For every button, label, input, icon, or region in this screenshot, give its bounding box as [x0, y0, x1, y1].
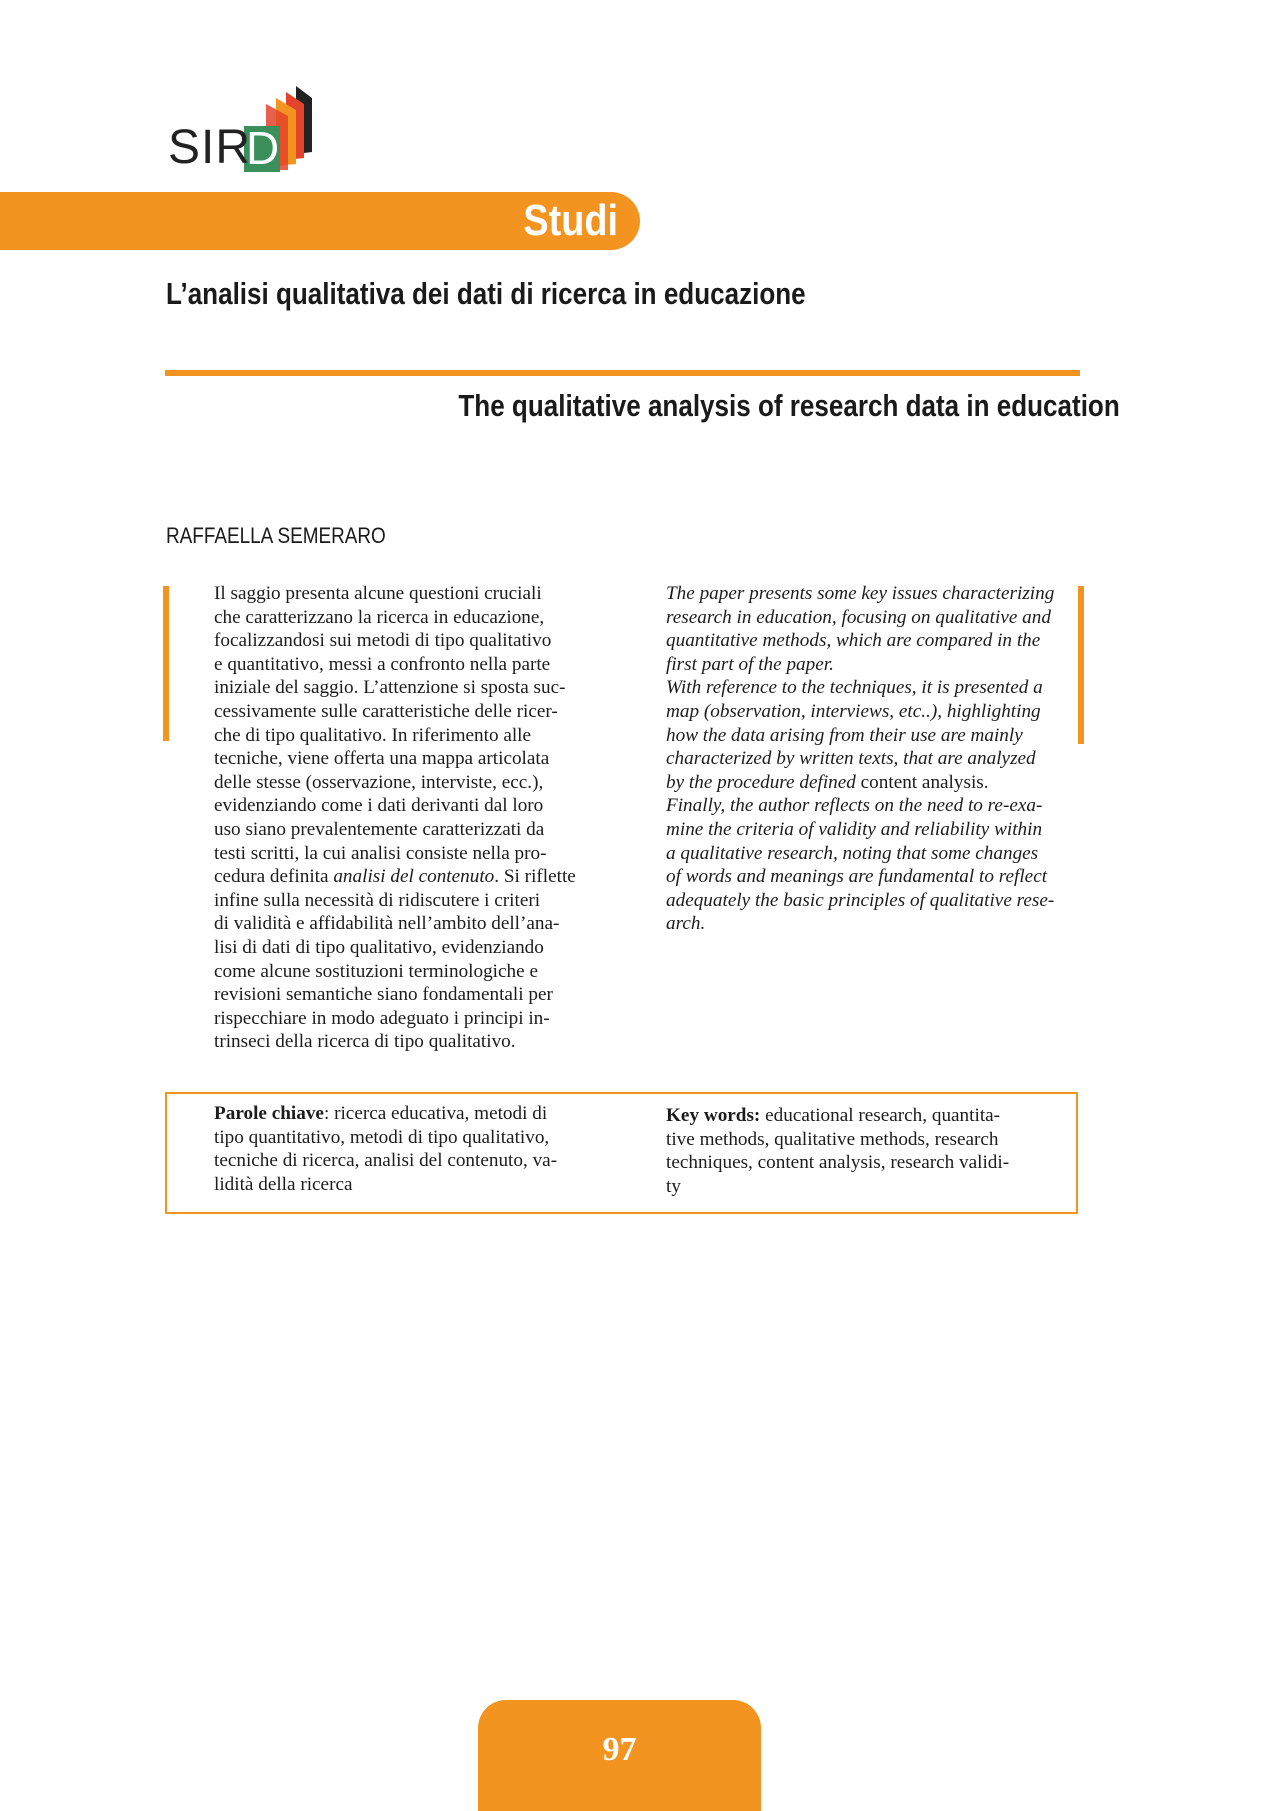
abstract-line: first part of the paper.	[666, 653, 834, 675]
abstract-emphasis: analisi del contenuto	[333, 866, 495, 888]
abstract-line: e quantitativo, messi a confronto nella parte	[214, 653, 551, 675]
keywords-italian	[214, 1102, 584, 1196]
svg-text:D: D	[246, 122, 280, 174]
keywords-label: Parole chiave	[214, 1103, 324, 1124]
abstract-text: . Si riflette	[494, 866, 576, 888]
abstract-line: delle stesse (osservazione, interviste, ecc.),	[214, 771, 544, 793]
abstract-line: With reference to the techniques, it is presented a	[666, 677, 1043, 699]
keywords-line	[214, 1102, 584, 1126]
abstract-line: di validità e affidabilità nell’ambito dell’ana-	[214, 913, 560, 935]
keywords-line: tipo quantitativo, metodi di tipo qualitativo,	[214, 1126, 550, 1148]
abstract-line: arch.	[666, 913, 706, 935]
abstract-line: lisi di dati di tipo qualitativo, evidenziando	[214, 936, 544, 958]
keywords-text: : ricerca educativa, metodi di	[323, 1103, 548, 1124]
abstract-line	[666, 771, 1032, 795]
sird-logo	[168, 82, 328, 174]
abstract-line: Finally, the author reflects on the need to re-exa-	[666, 795, 1043, 817]
abstract-text: by the procedure defined	[666, 771, 861, 793]
abstract-line: focalizzandosi sui metodi di tipo qualitativo	[214, 630, 552, 652]
page-number-tab	[478, 1700, 761, 1811]
abstract-line: che di tipo qualitativo. In riferimento alle	[214, 724, 532, 746]
keywords-line: lidità della ricerca	[214, 1173, 353, 1195]
keywords-line: ty	[666, 1175, 681, 1197]
abstract-upright-text: content analysis.	[860, 771, 989, 793]
abstract-line: cessivamente sulle caratteristiche delle ricer-	[214, 700, 558, 722]
section-label: Studi	[523, 196, 618, 245]
keywords-text: educational research, quantita-	[760, 1105, 1001, 1126]
abstract-line: quantitative methods, which are compared in the	[666, 630, 1041, 652]
title-divider	[165, 370, 1080, 376]
abstract-line: che caratterizzano la ricerca in educazione,	[214, 606, 545, 628]
keywords-line: techniques, content analysis, research validi-	[666, 1152, 1010, 1174]
abstract-line: infine sulla necessità di ridiscutere i criteri	[214, 889, 541, 911]
abstract-line: trinseci della ricerca di tipo qualitativo.	[214, 1031, 516, 1053]
abstract-line: map (observation, interviews, etc..), highlighting	[666, 700, 1041, 722]
abstract-accent-bar-left	[163, 586, 169, 741]
abstract-line: mine the criteria of validity and reliability within	[666, 818, 1043, 840]
article-title-english: The qualitative analysis of research data in education	[458, 388, 1120, 423]
abstract-line: a qualitative research, noting that some changes	[666, 842, 1039, 864]
keywords-line	[666, 1104, 1036, 1128]
abstract-accent-bar-right	[1078, 586, 1084, 744]
keywords-english	[666, 1104, 1036, 1198]
section-banner	[0, 192, 640, 250]
keywords-line: tecniche di ricerca, analisi del contenuto, va-	[214, 1150, 558, 1172]
abstract-line: tecniche, viene offerta una mappa articolata	[214, 748, 550, 770]
author-name: RAFFAELLA SEMERARO	[166, 523, 386, 548]
keywords-line: tive methods, qualitative methods, research	[666, 1128, 999, 1150]
abstract-text: cedura definita	[214, 866, 334, 888]
abstract-line: characterized by written texts, that are analyzed	[666, 748, 1036, 770]
page-number: 97	[602, 1731, 637, 1768]
abstract-line: revisioni semantiche siano fondamentali per	[214, 984, 553, 1006]
abstract-italian	[214, 582, 581, 1054]
abstract-line: testi scritti, la cui analisi consiste nella pro-	[214, 842, 547, 864]
abstract-line	[214, 865, 581, 889]
abstract-english	[666, 582, 1055, 936]
abstract-line: come alcune sostituzioni terminologiche e	[214, 960, 538, 982]
abstract-line: Il saggio presenta alcune questioni cruciali	[214, 583, 542, 604]
article-title-italian: L’analisi qualitativa dei dati di ricerca in educazione	[166, 276, 806, 311]
abstract-line: evidenziando come i dati derivanti dal loro	[214, 795, 544, 817]
abstract-line: how the data arising from their use are mainly	[666, 724, 1023, 746]
abstract-line: rispecchiare in modo adeguato i principi in-	[214, 1007, 550, 1029]
logo-text: SIR	[168, 121, 252, 174]
abstract-line: of words and meanings are fundamental to reflect	[666, 866, 1048, 888]
abstract-line: adequately the basic principles of qualitative rese-	[666, 889, 1055, 911]
abstract-line: The paper presents some key issues characterizing	[666, 583, 1055, 604]
abstract-line: iniziale del saggio. L’attenzione si sposta suc-	[214, 677, 566, 699]
abstract-line: research in education, focusing on qualitative and	[666, 606, 1051, 628]
abstract-line: uso siano prevalentemente caratterizzati da	[214, 818, 545, 840]
keywords-label: Key words:	[666, 1105, 761, 1126]
